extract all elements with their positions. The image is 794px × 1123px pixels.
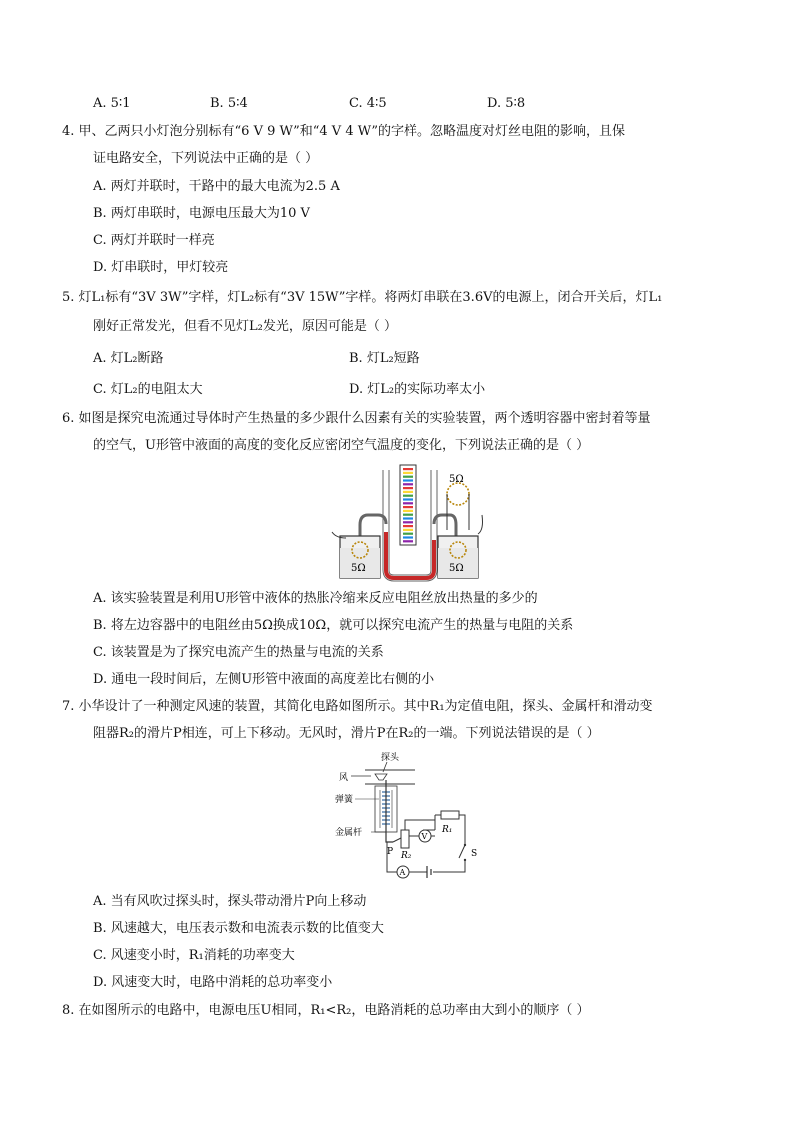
- q6-top-resistor-label: 5Ω: [449, 474, 464, 485]
- q7-voltmeter-label: V: [421, 832, 428, 841]
- q7-option-c: C. 风速变小时，R₁消耗的功率变大: [93, 948, 295, 963]
- q6-option-a: A. 该实验装置是利用U形管中液体的热胀冷缩来反应电阻丝放出热量的多少的: [93, 591, 538, 606]
- q6-stem-line1: 6. 如图是探究电流通过导体时产生热量的多少跟什么因素有关的实验装置，两个透明容器中密封着等量: [62, 411, 651, 426]
- q8-stem-line1: 8. 在如图所示的电路中，电源电压U相同，R₁<R₂，电路消耗的总功率由大到小的顺序（ ）: [62, 1003, 590, 1018]
- scale-stripe: [403, 536, 413, 538]
- scale-stripe: [403, 498, 413, 500]
- q4-option-d: D. 灯串联时，甲灯较亮: [93, 260, 229, 275]
- scale-stripe: [403, 468, 413, 470]
- scale-stripe: [403, 540, 413, 542]
- q7-wind-label: 风: [339, 773, 349, 783]
- q7-option-a: A. 当有风吹过探头时，探头带动滑片P向上移动: [93, 894, 367, 909]
- q4-option-c: C. 两灯并联时一样亮: [93, 233, 215, 248]
- q3-option-c: C. 4∶5: [349, 96, 387, 111]
- q7-rod-label: 金属杆: [335, 828, 363, 838]
- q6-right-resistor-label: 5Ω: [449, 563, 464, 574]
- q7-switch-label: S: [471, 849, 478, 859]
- q4-stem-line1: 4. 甲、乙两只小灯泡分别标有“6 V 9 W”和“4 V 4 W”的字样。忽略温度对灯丝电阻的影响，且保: [62, 124, 625, 139]
- scale-stripe: [403, 510, 413, 512]
- q3-option-d: D. 5∶8: [487, 96, 526, 111]
- scale-stripe: [403, 529, 413, 531]
- scale-stripe: [403, 521, 413, 523]
- q6-left-resistor-label: 5Ω: [351, 563, 366, 574]
- q7-stem-line2: 阻器R₂的滑片P相连，可上下移动。无风时，滑片P在R₂的一端。下列说法错误的是（ ）: [93, 726, 600, 741]
- q6-option-b: B. 将左边容器中的电阻丝由5Ω换成10Ω，就可以探究电流产生的热量与电阻的关系: [93, 618, 574, 633]
- q3-option-a: A. 5∶1: [93, 96, 131, 111]
- q7-probe-label: 探头: [381, 753, 400, 763]
- scale-stripe: [403, 495, 413, 497]
- q6-option-d: D. 通电一段时间后，左侧U形管中液面的高度差比右侧的小: [93, 672, 435, 687]
- q7-slider-label: P: [387, 847, 394, 857]
- q7-ammeter-label: A: [399, 868, 406, 877]
- scale-stripe: [403, 517, 413, 519]
- q5-stem-line1: 5. 灯L₁标有“3V 3W”字样，灯L₂标有“3V 15W”字样。将两灯串联在3.6V的电源上，闭合开关后，灯L₁: [62, 290, 663, 305]
- q4-stem-line2: 证电路安全，下列说法中正确的是（ ）: [93, 151, 319, 166]
- q5-option-c: C. 灯L₂的电阻太大: [93, 382, 203, 397]
- q5-option-a: A. 灯L₂断路: [93, 351, 164, 366]
- q5-option-b: B. 灯L₂短路: [349, 351, 420, 366]
- scale-stripe: [403, 487, 413, 489]
- q5-stem-line2: 刚好正常发光，但看不见灯L₂发光，原因可能是（ ）: [93, 319, 397, 334]
- q7-option-d: D. 风速变大时，电路中消耗的总功率变小: [93, 975, 333, 990]
- scale-stripe: [403, 533, 413, 535]
- scale-stripe: [403, 525, 413, 527]
- q3-option-b: B. 5∶4: [210, 96, 248, 111]
- q7-r2-label: R₂: [401, 851, 412, 861]
- scale-stripe: [403, 483, 413, 485]
- scale-stripe: [403, 502, 413, 504]
- q5-option-d: D. 灯L₂的实际功率太小: [349, 382, 486, 397]
- scale-stripe: [403, 472, 413, 474]
- q7-spring-label: 弹簧: [335, 795, 354, 805]
- scale-stripe: [403, 479, 413, 481]
- q4-option-b: B. 两灯串联时，电源电压最大为10 V: [93, 206, 310, 221]
- scale-stripe: [403, 476, 413, 478]
- q7-option-b: B. 风速越大，电压表示数和电流表示数的比值变大: [93, 921, 384, 936]
- scale-stripe: [403, 491, 413, 493]
- scale-stripe: [403, 514, 413, 516]
- q6-option-c: C. 该装置是为了探究电流产生的热量与电流的关系: [93, 645, 384, 660]
- q7-stem-line1: 7. 小华设计了一种测定风速的装置，其简化电路如图所示。其中R₁为定值电阻，探头、金属杆和滑动变: [62, 699, 653, 714]
- q6-u-tube-figure: [330, 460, 485, 585]
- q7-r1-label: R₁: [442, 825, 453, 835]
- q7-wind-speed-circuit-figure: [335, 750, 495, 888]
- q4-option-a: A. 两灯并联时，干路中的最大电流为2.5 A: [93, 179, 340, 194]
- q6-stem-line2: 的空气，U形管中液面的高度的变化反应密闭空气温度的变化，下列说法正确的是（ ）: [93, 438, 590, 453]
- scale-stripe: [403, 506, 413, 508]
